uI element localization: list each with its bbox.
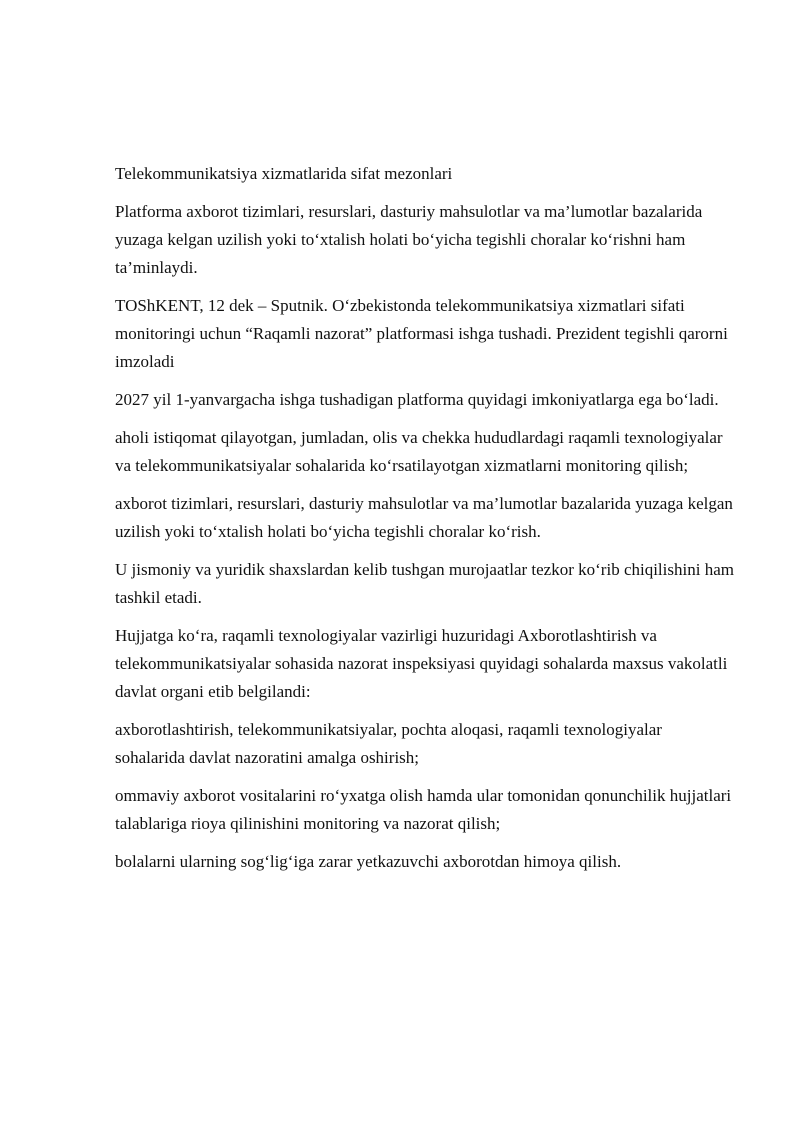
paragraph: Hujjatga ko‘ra, raqamli texnologiyalar vazirligi huzuridagi Axborotlashtirish va telekommunikatsiyalar sohasida nazorat inspeksiyasi quyidagi sohalarda maxsus vakolatli davlat organi etib belgilandi:	[115, 626, 728, 701]
paragraph: axborotlashtirish, telekommunikatsiyalar, pochta aloqasi, raqamli texnologiyalar sohalarida davlat nazoratini amalga oshirish;	[115, 720, 662, 767]
paragraph: TOShKENT, 12 dek – Sputnik. O‘zbekistonda telekommunikatsiya xizmatlari sifati monitoringi uchun “Raqamli nazorat” platformasi ishga tushadi. Prezident tegishli qarorni imzoladi	[115, 296, 728, 371]
paragraph: U jismoniy va yuridik shaxslardan kelib tushgan murojaatlar tezkor ko‘rib chiqilishini ham tashkil etadi.	[115, 560, 734, 607]
document-body	[115, 160, 735, 886]
paragraph: axborot tizimlari, resurslari, dasturiy mahsulotlar va ma’lumotlar bazalarida yuzaga kelgan uzilish yoki to‘xtalish holati bo‘yicha tegishli choralar ko‘rish.	[115, 494, 733, 541]
paragraph: bolalarni ularning sog‘lig‘iga zarar yetkazuvchi axborotdan himoya qilish.	[115, 852, 622, 871]
paragraph: 2027 yil 1-yanvargacha ishga tushadigan platforma quyidagi imkoniyatlarga ega bo‘ladi.	[115, 390, 719, 409]
paragraph: aholi istiqomat qilayotgan, jumladan, olis va chekka hududlardagi raqamli texnologiyalar va telekommunikatsiyalar sohalarida ko‘rsatilayotgan xizmatlarni monitoring qilish;	[115, 428, 723, 475]
paragraph: Platforma axborot tizimlari, resurslari, dasturiy mahsulotlar va ma’lumotlar bazalarida yuzaga kelgan uzilish yoki to‘xtalish holati bo‘yicha tegishli choralar ko‘rishni ham ta’minlaydi.	[115, 202, 703, 277]
document-title: Telekommunikatsiya xizmatlarida sifat mezonlari	[115, 164, 453, 183]
paragraph: ommaviy axborot vositalarini ro‘yxatga olish hamda ular tomonidan qonunchilik hujjatlari talablariga rioya qilinishini monitoring va nazorat qilish;	[115, 786, 732, 833]
